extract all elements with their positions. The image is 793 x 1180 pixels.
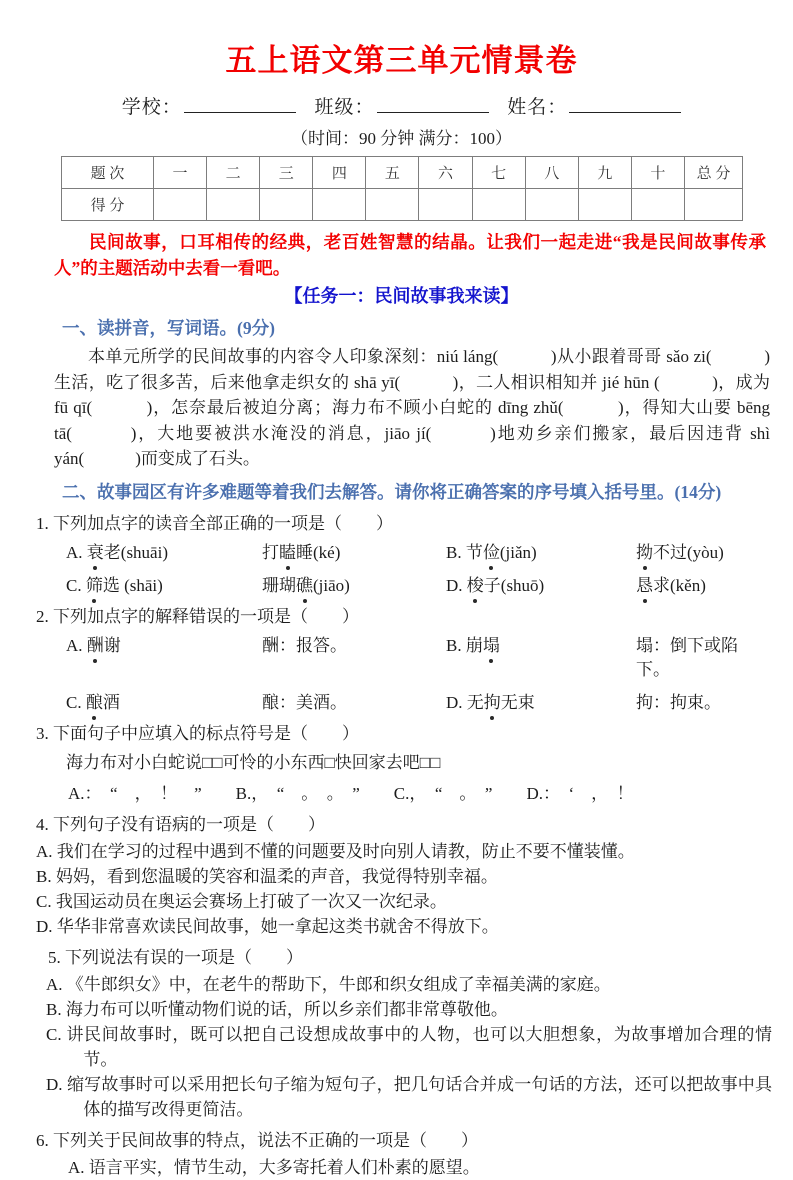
q2-option-b-word (446, 634, 636, 682)
emphasized-char: 恳 (636, 574, 653, 598)
score-header-cell: 十 (631, 157, 684, 189)
score-header-cell: 总 分 (685, 157, 743, 189)
text-fragment: 酒 (102, 692, 120, 712)
score-header-cell: 九 (578, 157, 631, 189)
score-cell-empty (313, 189, 366, 221)
text-fragment: 不过(yòu) (653, 542, 724, 562)
section-2-heading: 二、故事园区有许多难题等着我们去解答。请你将正确答案的序号填入括号里。(14分) (62, 481, 722, 502)
q1-option-c1 (66, 574, 262, 598)
school-blank[interactable] (184, 94, 296, 113)
name-blank[interactable] (569, 94, 681, 113)
text-fragment: 老(shuāi) (103, 542, 168, 562)
text-fragment: D. 无 (446, 692, 484, 712)
q2-option-c-meaning: 酿：美酒。 (262, 692, 347, 712)
q1-option-a1 (66, 541, 262, 565)
text-fragment: A. (66, 635, 87, 655)
emphasized-char: 瞌 (279, 541, 296, 565)
score-table (61, 156, 743, 221)
q4-option-a: A. 我们在学习的过程中遇到不懂的问题要及时向别人请教，防止不要不懂装懂。 (36, 841, 635, 861)
q4-option-c: C. 我国运动员在奥运会赛场上打破了一次又一次纪录。 (36, 891, 447, 911)
score-table-header-row (62, 157, 743, 189)
score-cell-empty (578, 189, 631, 221)
student-info-row (36, 92, 767, 119)
text-fragment: 睡(ké) (296, 542, 341, 562)
q2-option-d-meaning: 拘：拘束。 (636, 692, 721, 712)
emphasized-char: 筛 (86, 574, 103, 598)
exam-meta-line: （时间：90 分钟 满分：100） (291, 129, 512, 149)
score-header-cell: 三 (260, 157, 313, 189)
question-3-options: A.： “ ， ！ ” B.， “ 。 。 ” C.， “ 。 ” D.： ‘ ， ！ (68, 783, 634, 803)
question-1-options (66, 541, 767, 598)
emphasized-char: 拗 (636, 541, 653, 565)
q5-option-b: B. 海力布可以听懂动物们说的话，所以乡亲们都非常尊敬他。 (46, 999, 508, 1019)
task-1-heading: 【任务一：民间故事我来读】 (284, 286, 519, 307)
text-fragment: A. (66, 542, 87, 562)
text-fragment: 子(shuō) (483, 575, 545, 595)
question-1-stem: 1. 下列加点字的读音全部正确的一项是（ ） (36, 513, 393, 533)
score-header-cell: 七 (472, 157, 525, 189)
q4-option-d: D. 华华非常喜欢读民间故事，她一拿起这类书就舍不得放下。 (36, 916, 499, 936)
intro-paragraph: 民间故事，口耳相传的经典，老百姓智慧的结晶。让我们一起走进“我是民间故事传承人”的主题活动中去看一看吧。 (54, 232, 766, 279)
q5-option-c: C. 讲民间故事时，既可以把自己设想成故事中的人物，也可以大胆想象，为故事增加合理的情节。 (46, 1024, 772, 1069)
score-cell-empty (366, 189, 419, 221)
score-row-label: 得 分 (62, 189, 154, 221)
question-6-stem: 6. 下列关于民间故事的特点，说法不正确的一项是（ ） (36, 1130, 478, 1150)
text-fragment: D. (446, 575, 467, 595)
q1-option-d1 (446, 574, 636, 598)
school-label: 学校： (121, 97, 182, 119)
text-fragment: C. (66, 692, 86, 712)
q1-option-b2 (636, 541, 767, 565)
emphasized-char: 衰 (87, 541, 104, 565)
text-fragment: 谢 (103, 635, 121, 655)
q1-option-c2 (262, 574, 446, 598)
q2-option-d-word (446, 691, 636, 715)
question-4-stem: 4. 下列句子没有语病的一项是（ ） (36, 814, 325, 834)
score-cell-empty (419, 189, 472, 221)
name-label: 姓名： (507, 97, 568, 119)
emphasized-char: 拘 (484, 691, 501, 715)
q1-option-d2 (636, 574, 767, 598)
score-cell-empty (631, 189, 684, 221)
text-fragment: 打 (262, 542, 279, 562)
q2-option-b-meaning: 塌：倒下或陷下。 (636, 635, 738, 679)
q2-option-c-word (66, 691, 262, 715)
question-2-stem: 2. 下列加点字的解释错误的一项是（ ） (36, 606, 359, 626)
q2-option-a-word (66, 634, 262, 682)
score-cell-empty (472, 189, 525, 221)
question-3-sentence: 海力布对小白蛇说□□可怜的小东西□快回家去吧□□ (66, 752, 441, 772)
emphasized-char: 礁 (296, 574, 313, 598)
question-3-stem: 3. 下面句子中应填入的标点符号是（ ） (36, 723, 359, 743)
q5-option-a: A. 《牛郎织女》中，在老牛的帮助下，牛郎和织女组成了幸福美满的家庭。 (46, 974, 611, 994)
score-header-cell: 二 (207, 157, 260, 189)
text-fragment: (jiǎn) (499, 542, 537, 562)
score-header-cell: 一 (154, 157, 207, 189)
score-table-score-row (62, 189, 743, 221)
text-fragment: (jiāo) (313, 575, 350, 595)
score-cell-empty (207, 189, 260, 221)
q1-option-a2 (262, 541, 446, 565)
score-cell-empty (154, 189, 207, 221)
text-fragment: B. 节 (446, 542, 483, 562)
q6-option-a: A. 语言平实，情节生动，大多寄托着人们朴素的愿望。 (68, 1157, 480, 1177)
page-title: 五上语文第三单元情景卷 (225, 43, 578, 78)
text-fragment: 无束 (500, 692, 535, 712)
q2-option-a-meaning: 酬：报答。 (262, 635, 347, 655)
question-4-options (36, 839, 766, 939)
emphasized-char: 俭 (483, 541, 500, 565)
q1-option-b1 (446, 541, 636, 565)
score-header-cell: 题 次 (62, 157, 154, 189)
score-cell-empty (685, 189, 743, 221)
class-label: 班级： (314, 97, 375, 119)
pinyin-fill-paragraph: 本单元所学的民间故事的内容令人印象深刻：niú láng( )从小跟着哥哥 sǎo zi( )生活，吃了很多苦，后来他拿走织女的 shā yī( )，二人相识相知并 jié hūn ( )，成为 fū qī( )，怎奈最后被迫分离；海力布不顾小白蛇的 dīng zhǔ( )，得知大山要 bēng tā( )，大地要被洪水淹没的消息，jiāo jí( )地劝乡亲们搬家，最后因违背 shì yán( )而变成了石头。 (54, 347, 770, 469)
text-fragment: 求(kěn) (653, 575, 706, 595)
question-2-options (66, 634, 767, 715)
question-5-options (46, 972, 772, 1122)
emphasized-char: 梭 (467, 574, 484, 598)
text-fragment: 选 (shāi) (102, 575, 163, 595)
class-blank[interactable] (377, 94, 489, 113)
emphasized-char: 酬 (87, 634, 104, 658)
text-fragment: C. (66, 575, 86, 595)
score-cell-empty (525, 189, 578, 221)
emphasized-char: 酿 (86, 691, 103, 715)
question-5-stem: 5. 下列说法有误的一项是（ ） (48, 947, 303, 967)
score-cell-empty (260, 189, 313, 221)
emphasized-char: 塌 (483, 634, 500, 658)
q4-option-b: B. 妈妈，看到您温暖的笑容和温柔的声音，我觉得特别幸福。 (36, 866, 498, 886)
score-header-cell: 四 (313, 157, 366, 189)
text-fragment: 珊瑚 (262, 575, 296, 595)
score-header-cell: 五 (366, 157, 419, 189)
score-header-cell: 六 (419, 157, 472, 189)
section-1-heading: 一、读拼音，写词语。(9分) (62, 318, 275, 339)
q5-option-d: D. 缩写故事时可以采用把长句子缩为短句子，把几句话合并成一句话的方法，还可以把故事中具体的描写改得更简洁。 (46, 1074, 772, 1119)
score-header-cell: 八 (525, 157, 578, 189)
text-fragment: B. 崩 (446, 635, 483, 655)
